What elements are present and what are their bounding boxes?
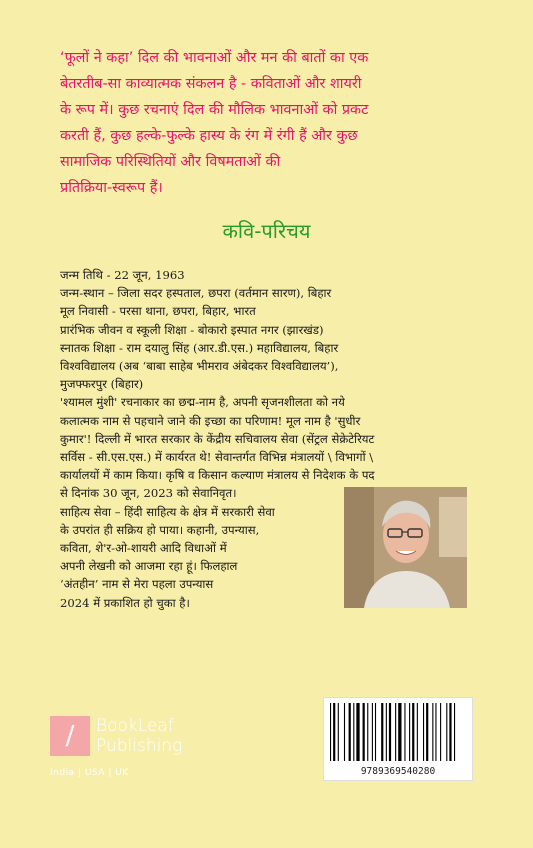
blurb-line: बेतरतीब-सा काव्यात्मक संकलन है - कविताओं और शायरी [60,76,362,92]
isbn-number: 9789369540280 [360,766,436,777]
back-cover-blurb [60,45,490,201]
author-intro-heading: कवि-परिचय [222,219,311,243]
bio-line: विश्वविद्यालय (अब ‘बाबा साहेब भीमराव अंबेदकर विश्वविद्यालय’), [60,359,339,374]
blurb-line: ‘फूलों ने कहा’ दिल की भावनाओं और मन की बातों का एक [60,50,369,66]
bio-line: कलात्मक नाम से पहचाने जाने की इच्छा का परिणाम! मूल नाम है 'सुधीर [60,413,361,428]
bio-line: प्रारंभिक जीवन व स्कूली शिक्षा - बोकारो इस्पात नगर (झारखंड) [60,322,324,337]
barcode-bars-icon [330,703,466,761]
bio-line: स्नातक शिक्षा - राम दयालु सिंह (आर.डी.एस.) महाविद्यालय, बिहार [60,340,339,355]
blurb-line: सामाजिक परिस्थितियों और विषमताओं की [60,154,281,170]
bio-line: जन्म-स्थान – जिला सदर हस्पताल, छपरा (वर्तमान सारण), बिहार [60,286,332,301]
publisher-name [96,716,182,756]
bio-line: जन्म तिथि - 22 जून, 1963 [60,268,185,282]
bio-line: कार्यालयों में काम किया। कृषि व किसान कल्याण मंत्रालय से निदेशक के पद [60,468,375,483]
publisher-name-line2: Publishing [96,736,183,756]
publisher-mark-icon: / [50,716,90,756]
bio-line: सर्विस - सी.एस.एस.) में कार्यरत थे! सेवान्तर्गत विभिन्न मंत्रालयों \ विभागों \ [60,450,374,465]
bio-line: साहित्य सेवा – हिंदी साहित्य के क्षेत्र में सरकारी सेवा [60,504,275,519]
bio-line: कविता, शे'र-ओ-शायरी आदि विधाओं में [60,541,227,556]
publisher-logo [50,716,230,796]
bio-line: 'श्यामल मुंशी' रचनाकार का छद्म-नाम है, अपनी सृजनशीलता को नये [60,395,345,410]
bio-line: के उपरांत ही सक्रिय हो पाया। कहानी, उपन्यास, [60,522,260,537]
isbn-barcode [323,697,473,781]
author-photo [344,487,467,608]
bio-line: 2024 में प्रकाशित हो चुका है। [60,595,190,610]
blurb-line: करती हैं, कुछ हल्के-फुल्के हास्य के रंग में रंगी हैं और कुछ [60,128,358,144]
blurb-line: प्रतिक्रिया-स्वरूप हैं। [60,180,163,196]
blurb-line: के रूप में। कुछ रचनाएं दिल की मौलिक भावनाओं को प्रकट [60,102,369,118]
bio-line: मुजफ्फरपुर (बिहार) [60,377,144,392]
publisher-name-line1: BookLeaf [96,716,174,736]
bio-line: अपनी लेखनी को आजमा रहा हूं। फिलहाल [60,559,238,574]
author-portrait-icon [344,487,467,608]
publisher-regions: India | USA | UK [50,768,129,778]
bio-line: से दिनांक 30 जून, 2023 को सेवानिवृत। [60,486,237,501]
bio-line: ‘अंतहीन’ नाम से मेरा पहला उपन्यास [60,577,214,592]
bio-line: कुमार'! दिल्ली में भारत सरकार के केंद्रीय सचिवालय सेवा (सेंट्रल सेक्रेटेरियट [60,431,375,446]
bio-line: मूल निवासी - परसा थाना, छपरा, बिहार, भारत [60,304,256,319]
